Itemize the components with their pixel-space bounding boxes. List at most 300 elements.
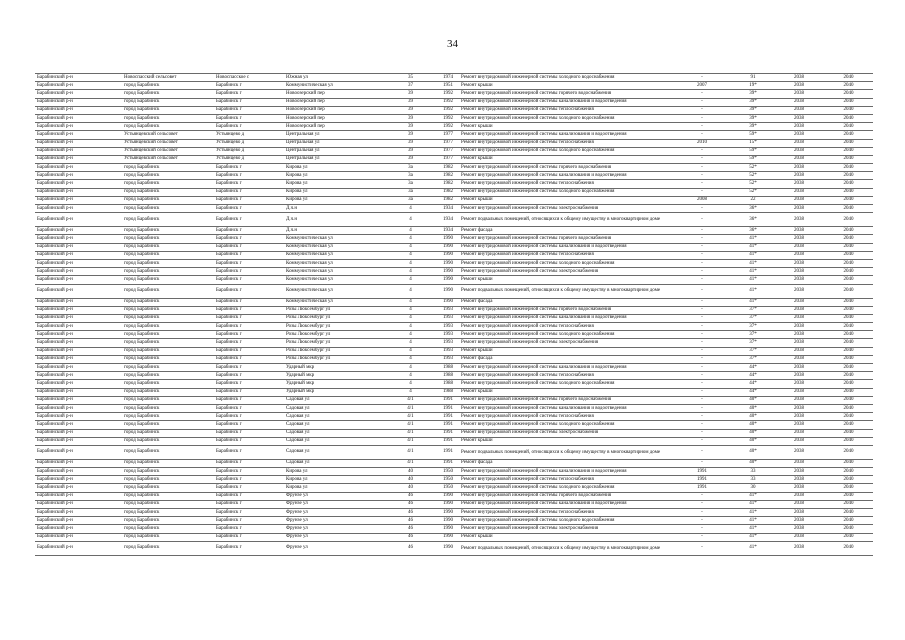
build-year-cell: 1977	[437, 131, 459, 139]
period-start-cell: 2038	[774, 347, 824, 355]
period-start-cell: 2038	[774, 268, 824, 276]
settlement-cell: город Барабинск	[122, 380, 214, 388]
build-year-cell: 1934	[437, 213, 459, 227]
build-year-cell: 1993	[437, 331, 459, 339]
last-repair-year-cell: 2010	[672, 139, 732, 147]
table-row	[35, 396, 873, 404]
street-cell: Кирова ул	[284, 484, 384, 492]
period-end-cell: 2040	[824, 155, 873, 163]
locality-cell: Барабинск г	[214, 227, 284, 235]
period-end-cell: 2040	[824, 347, 873, 355]
settlement-cell: город Барабинск	[122, 90, 214, 98]
period-start-cell: 2038	[774, 155, 824, 163]
last-repair-year-cell: -	[672, 404, 732, 412]
locality-cell: Барабинск г	[214, 533, 284, 541]
house-number-cell: 39	[384, 131, 437, 139]
build-year-cell: 1993	[437, 314, 459, 322]
last-repair-year-cell: -	[672, 205, 732, 213]
locality-cell: Барабинск г	[214, 445, 284, 459]
period-end-cell: 2040	[824, 429, 873, 437]
house-number-cell: 46	[384, 541, 437, 555]
last-repair-year-cell: -	[672, 492, 732, 500]
table-row	[35, 459, 873, 467]
locality-cell: Барабинск г	[214, 323, 284, 331]
street-cell: Фрунзе ул	[284, 525, 384, 533]
period-end-cell: 2040	[824, 306, 873, 314]
district-cell: Барабинский р-н	[35, 509, 122, 517]
period-start-cell: 2038	[774, 98, 824, 106]
locality-cell: Барабинск г	[214, 364, 284, 372]
settlement-cell: город Барабинск	[122, 284, 214, 298]
locality-cell: Барабинск г	[214, 500, 284, 508]
settlement-cell: город Барабинск	[122, 509, 214, 517]
period-end-cell: 2040	[824, 314, 873, 322]
house-number-cell: 4	[384, 388, 437, 396]
wear-cell: 40*	[732, 413, 774, 421]
house-number-cell: 4	[384, 347, 437, 355]
house-number-cell: 40	[384, 468, 437, 476]
settlement-cell: город Барабинск	[122, 476, 214, 484]
build-year-cell: 1991	[437, 445, 459, 459]
period-end-cell: 2040	[824, 284, 873, 298]
locality-cell: Устьянцево д	[214, 147, 284, 155]
work-type-cell: Ремонт внутридомовой инженерной системы холодного водоснабжения	[459, 188, 672, 196]
work-type-cell: Ремонт внутридомовой инженерной системы теплоснабжения	[459, 372, 672, 380]
settlement-cell: город Барабинск	[122, 323, 214, 331]
street-cell: Коммунистическая ул	[284, 243, 384, 251]
period-end-cell: 2040	[824, 205, 873, 213]
street-cell: Розы Люксембург ул	[284, 355, 384, 363]
street-cell: Фрунзе ул	[284, 492, 384, 500]
period-end-cell: 2040	[824, 525, 873, 533]
last-repair-year-cell: -	[672, 445, 732, 459]
work-type-cell: Ремонт внутридомовой инженерной системы горячего водоснабжения	[459, 396, 672, 404]
period-start-cell: 2038	[774, 484, 824, 492]
period-end-cell: 2040	[824, 404, 873, 412]
table-row	[35, 484, 873, 492]
work-type-cell: Ремонт внутридомовой инженерной системы электроснабжения	[459, 525, 672, 533]
table-row	[35, 106, 873, 114]
street-cell: Розы Люксембург ул	[284, 347, 384, 355]
wear-cell: 19*	[732, 82, 774, 90]
period-end-cell: 2040	[824, 388, 873, 396]
last-repair-year-cell: -	[672, 413, 732, 421]
work-type-cell: Ремонт внутридомовой инженерной системы теплоснабжения	[459, 180, 672, 188]
district-cell: Барабинский р-н	[35, 388, 122, 396]
house-number-cell: 4	[384, 213, 437, 227]
wear-cell: 40*	[732, 404, 774, 412]
period-end-cell: 2040	[824, 180, 873, 188]
house-number-cell: 4	[384, 331, 437, 339]
settlement-cell: город Барабинск	[122, 235, 214, 243]
wear-cell: 40*	[732, 437, 774, 445]
table-row	[35, 90, 873, 98]
district-cell: Барабинский р-н	[35, 98, 122, 106]
work-type-cell: Ремонт внутридомовой инженерной системы горячего водоснабжения	[459, 306, 672, 314]
table-row	[35, 421, 873, 429]
last-repair-year-cell: -	[672, 180, 732, 188]
wear-cell: 22	[732, 196, 774, 204]
locality-cell: Барабинск г	[214, 114, 284, 122]
last-repair-year-cell: -	[672, 517, 732, 525]
build-year-cell: 1990	[437, 298, 459, 306]
locality-cell: Барабинск г	[214, 509, 284, 517]
last-repair-year-cell: -	[672, 123, 732, 131]
wear-cell: 44*	[732, 372, 774, 380]
build-year-cell: 1990	[437, 235, 459, 243]
street-cell: Фрунзе ул	[284, 500, 384, 508]
settlement-cell: город Барабинск	[122, 172, 214, 180]
street-cell: Фрунзе ул	[284, 541, 384, 555]
period-start-cell: 2038	[774, 123, 824, 131]
last-repair-year-cell: -	[672, 525, 732, 533]
build-year-cell: 1991	[437, 413, 459, 421]
wear-cell: 36*	[732, 205, 774, 213]
table-row	[35, 306, 873, 314]
period-end-cell: 2040	[824, 413, 873, 421]
period-end-cell: 2040	[824, 74, 873, 82]
period-end-cell: 2040	[824, 298, 873, 306]
settlement-cell: город Барабинск	[122, 413, 214, 421]
period-start-cell: 2038	[774, 525, 824, 533]
work-type-cell: Ремонт внутридомовой инженерной системы теплоснабжения	[459, 106, 672, 114]
table-row	[35, 314, 873, 322]
wear-cell: 37*	[732, 314, 774, 322]
last-repair-year-cell: -	[672, 331, 732, 339]
last-repair-year-cell: -	[672, 372, 732, 380]
period-end-cell: 2040	[824, 114, 873, 122]
last-repair-year-cell: -	[672, 155, 732, 163]
district-cell: Барабинский р-н	[35, 429, 122, 437]
locality-cell: Барабинск г	[214, 196, 284, 204]
street-cell: Кирова ул	[284, 476, 384, 484]
build-year-cell: 1934	[437, 227, 459, 235]
build-year-cell: 1974	[437, 74, 459, 82]
last-repair-year-cell: -	[672, 323, 732, 331]
build-year-cell: 1988	[437, 380, 459, 388]
locality-cell: Барабинск г	[214, 205, 284, 213]
build-year-cell: 1951	[437, 82, 459, 90]
last-repair-year-cell: -	[672, 298, 732, 306]
last-repair-year-cell: -	[672, 268, 732, 276]
build-year-cell: 1950	[437, 468, 459, 476]
locality-cell: Барабинск г	[214, 421, 284, 429]
wear-cell: 91	[732, 74, 774, 82]
period-start-cell: 2038	[774, 243, 824, 251]
period-start-cell: 2038	[774, 139, 824, 147]
period-end-cell: 2040	[824, 533, 873, 541]
build-year-cell: 1990	[437, 500, 459, 508]
build-year-cell: 1992	[437, 114, 459, 122]
period-end-cell: 2040	[824, 139, 873, 147]
district-cell: Барабинский р-н	[35, 476, 122, 484]
settlement-cell: город Барабинск	[122, 541, 214, 555]
settlement-cell: город Барабинск	[122, 396, 214, 404]
house-number-cell: 4/1	[384, 396, 437, 404]
district-cell: Барабинский р-н	[35, 268, 122, 276]
wear-cell: 41*	[732, 492, 774, 500]
table-row	[35, 347, 873, 355]
work-type-cell: Ремонт внутридомовой инженерной системы канализования и водоотведения	[459, 131, 672, 139]
district-cell: Барабинский р-н	[35, 298, 122, 306]
table-row	[35, 284, 873, 298]
street-cell: Садовая ул	[284, 437, 384, 445]
period-start-cell: 2038	[774, 364, 824, 372]
table-row	[35, 380, 873, 388]
district-cell: Барабинский р-н	[35, 155, 122, 163]
house-number-cell: 4	[384, 227, 437, 235]
table-row	[35, 388, 873, 396]
work-type-cell: Ремонт подвальных помещений, относящихся к общему имуществу в многоквартирном доме	[459, 284, 672, 298]
house-number-cell: 4	[384, 339, 437, 347]
street-cell: Кирова ул	[284, 164, 384, 172]
last-repair-year-cell: -	[672, 188, 732, 196]
street-cell: Кирова ул	[284, 188, 384, 196]
street-cell: Д.ч.н	[284, 227, 384, 235]
period-start-cell: 2038	[774, 339, 824, 347]
district-cell: Барабинский р-н	[35, 404, 122, 412]
settlement-cell: город Барабинск	[122, 459, 214, 467]
period-start-cell: 2038	[774, 437, 824, 445]
street-cell: Коммунистическая ул	[284, 82, 384, 90]
wear-cell: 41*	[732, 235, 774, 243]
period-start-cell: 2038	[774, 509, 824, 517]
street-cell: Садовая ул	[284, 413, 384, 421]
house-number-cell: 4/1	[384, 437, 437, 445]
build-year-cell: 1993	[437, 339, 459, 347]
period-end-cell: 2040	[824, 213, 873, 227]
last-repair-year-cell: -	[672, 114, 732, 122]
table-row	[35, 235, 873, 243]
build-year-cell: 1982	[437, 180, 459, 188]
settlement-cell: Устьянцевский сельсовет	[122, 139, 214, 147]
settlement-cell: город Барабинск	[122, 227, 214, 235]
work-type-cell: Ремонт внутридомовой инженерной системы горячего водоснабжения	[459, 235, 672, 243]
period-start-cell: 2038	[774, 413, 824, 421]
district-cell: Барабинский р-н	[35, 323, 122, 331]
period-end-cell: 2040	[824, 106, 873, 114]
period-start-cell: 2038	[774, 147, 824, 155]
table-row	[35, 445, 873, 459]
locality-cell: Новоспасское с	[214, 74, 284, 82]
table-row	[35, 413, 873, 421]
house-number-cell: 4/1	[384, 404, 437, 412]
period-start-cell: 2038	[774, 131, 824, 139]
table-row	[35, 268, 873, 276]
build-year-cell: 1993	[437, 306, 459, 314]
street-cell: Кирова ул	[284, 196, 384, 204]
wear-cell: 52*	[732, 172, 774, 180]
period-end-cell: 2040	[824, 445, 873, 459]
settlement-cell: город Барабинск	[122, 123, 214, 131]
build-year-cell: 1990	[437, 525, 459, 533]
build-year-cell: 1990	[437, 251, 459, 259]
wear-cell: 41*	[732, 533, 774, 541]
settlement-cell: город Барабинск	[122, 164, 214, 172]
period-end-cell: 2040	[824, 364, 873, 372]
period-end-cell: 2040	[824, 243, 873, 251]
settlement-cell: город Барабинск	[122, 188, 214, 196]
settlement-cell: город Барабинск	[122, 388, 214, 396]
build-year-cell: 1991	[437, 396, 459, 404]
work-type-cell: Ремонт внутридомовой инженерной системы электроснабжения	[459, 268, 672, 276]
locality-cell: Барабинск г	[214, 268, 284, 276]
wear-cell: 39*	[732, 98, 774, 106]
work-type-cell: Ремонт внутридомовой инженерной системы горячего водоснабжения	[459, 90, 672, 98]
last-repair-year-cell: -	[672, 500, 732, 508]
district-cell: Барабинский р-н	[35, 517, 122, 525]
table-row	[35, 196, 873, 204]
street-cell: Садовая ул	[284, 421, 384, 429]
locality-cell: Устьянцево д	[214, 155, 284, 163]
house-number-cell: 4	[384, 284, 437, 298]
district-cell: Барабинский р-н	[35, 355, 122, 363]
work-type-cell: Ремонт внутридомовой инженерной системы холодного водоснабжения	[459, 484, 672, 492]
locality-cell: Барабинск г	[214, 492, 284, 500]
district-cell: Барабинский р-н	[35, 235, 122, 243]
wear-cell: 59*	[732, 155, 774, 163]
table-row	[35, 205, 873, 213]
period-end-cell: 2040	[824, 355, 873, 363]
street-cell: Центральная ул	[284, 147, 384, 155]
build-year-cell: 1993	[437, 323, 459, 331]
period-start-cell: 2038	[774, 355, 824, 363]
settlement-cell: город Барабинск	[122, 404, 214, 412]
build-year-cell: 1990	[437, 517, 459, 525]
work-type-cell: Ремонт внутридомовой инженерной системы теплоснабжения	[459, 251, 672, 259]
wear-cell: 40*	[732, 421, 774, 429]
street-cell: Фрунзе ул	[284, 517, 384, 525]
period-start-cell: 2038	[774, 188, 824, 196]
table-row	[35, 468, 873, 476]
locality-cell: Барабинск г	[214, 243, 284, 251]
street-cell: Садовая ул	[284, 404, 384, 412]
locality-cell: Барабинск г	[214, 476, 284, 484]
locality-cell: Барабинск г	[214, 429, 284, 437]
work-type-cell: Ремонт внутридомовой инженерной системы электроснабжения	[459, 429, 672, 437]
street-cell: Кирова ул	[284, 172, 384, 180]
period-start-cell: 2038	[774, 298, 824, 306]
district-cell: Барабинский р-н	[35, 123, 122, 131]
period-end-cell: 2040	[824, 459, 873, 467]
table-row	[35, 227, 873, 235]
wear-cell: 37*	[732, 339, 774, 347]
last-repair-year-cell: 2007	[672, 82, 732, 90]
build-year-cell: 1990	[437, 284, 459, 298]
work-type-cell: Ремонт внутридомовой инженерной системы канализования и водоотведения	[459, 314, 672, 322]
work-type-cell: Ремонт крыши	[459, 276, 672, 284]
settlement-cell: город Барабинск	[122, 306, 214, 314]
settlement-cell: город Барабинск	[122, 517, 214, 525]
street-cell: Коммунистическая ул	[284, 251, 384, 259]
settlement-cell: город Барабинск	[122, 364, 214, 372]
street-cell: Розы Люксембург ул	[284, 314, 384, 322]
last-repair-year-cell: -	[672, 421, 732, 429]
wear-cell: 41*	[732, 517, 774, 525]
district-cell: Барабинский р-н	[35, 90, 122, 98]
locality-cell: Барабинск г	[214, 468, 284, 476]
street-cell: Новоозерский пер	[284, 114, 384, 122]
street-cell: Д.ч.н	[284, 213, 384, 227]
house-number-cell: 46	[384, 517, 437, 525]
period-start-cell: 2038	[774, 235, 824, 243]
work-type-cell: Ремонт внутридомовой инженерной системы канализования и водоотведения	[459, 500, 672, 508]
table-row	[35, 372, 873, 380]
build-year-cell: 1977	[437, 147, 459, 155]
period-end-cell: 2040	[824, 98, 873, 106]
house-number-cell: 4	[384, 306, 437, 314]
settlement-cell: город Барабинск	[122, 180, 214, 188]
locality-cell: Барабинск г	[214, 517, 284, 525]
wear-cell: 41*	[732, 541, 774, 555]
build-year-cell: 1950	[437, 476, 459, 484]
street-cell: Коммунистическая ул	[284, 259, 384, 267]
table-row	[35, 437, 873, 445]
table-row	[35, 323, 873, 331]
wear-cell: 41*	[732, 500, 774, 508]
district-cell: Барабинский р-н	[35, 541, 122, 555]
wear-cell: 59*	[732, 147, 774, 155]
build-year-cell: 1982	[437, 188, 459, 196]
district-cell: Барабинский р-н	[35, 347, 122, 355]
build-year-cell: 1992	[437, 106, 459, 114]
work-type-cell: Ремонт подвальных помещений, относящихся к общему имуществу в многоквартирном доме	[459, 445, 672, 459]
settlement-cell: город Барабинск	[122, 347, 214, 355]
last-repair-year-cell: 1991	[672, 484, 732, 492]
locality-cell: Барабинск г	[214, 188, 284, 196]
district-cell: Барабинский р-н	[35, 284, 122, 298]
locality-cell: Барабинск г	[214, 388, 284, 396]
settlement-cell: Новоспасский сельсовет	[122, 74, 214, 82]
last-repair-year-cell: -	[672, 243, 732, 251]
last-repair-year-cell: -	[672, 347, 732, 355]
period-end-cell: 2040	[824, 437, 873, 445]
work-type-cell: Ремонт внутридомовой инженерной системы холодного водоснабжения	[459, 74, 672, 82]
district-cell: Барабинский р-н	[35, 172, 122, 180]
locality-cell: Барабинск г	[214, 276, 284, 284]
table-row	[35, 331, 873, 339]
period-end-cell: 2040	[824, 276, 873, 284]
period-start-cell: 2038	[774, 404, 824, 412]
last-repair-year-cell: -	[672, 251, 732, 259]
locality-cell: Барабинск г	[214, 541, 284, 555]
house-number-cell: 3а	[384, 180, 437, 188]
table-row	[35, 429, 873, 437]
wear-cell: 40*	[732, 396, 774, 404]
build-year-cell: 1950	[437, 484, 459, 492]
settlement-cell: город Барабинск	[122, 372, 214, 380]
period-end-cell: 2040	[824, 123, 873, 131]
work-type-cell: Ремонт крыши	[459, 196, 672, 204]
house-number-cell: 4/1	[384, 445, 437, 459]
locality-cell: Барабинск г	[214, 172, 284, 180]
locality-cell: Барабинск г	[214, 98, 284, 106]
settlement-cell: город Барабинск	[122, 82, 214, 90]
work-type-cell: Ремонт фасада	[459, 227, 672, 235]
period-start-cell: 2038	[774, 429, 824, 437]
build-year-cell: 1991	[437, 404, 459, 412]
build-year-cell: 1934	[437, 205, 459, 213]
last-repair-year-cell: -	[672, 541, 732, 555]
street-cell: Садовая ул	[284, 429, 384, 437]
period-start-cell: 2038	[774, 500, 824, 508]
house-number-cell: 4	[384, 314, 437, 322]
table-row	[35, 131, 873, 139]
house-number-cell: 46	[384, 533, 437, 541]
house-number-cell: 4	[384, 205, 437, 213]
district-cell: Барабинский р-н	[35, 131, 122, 139]
build-year-cell: 1988	[437, 388, 459, 396]
